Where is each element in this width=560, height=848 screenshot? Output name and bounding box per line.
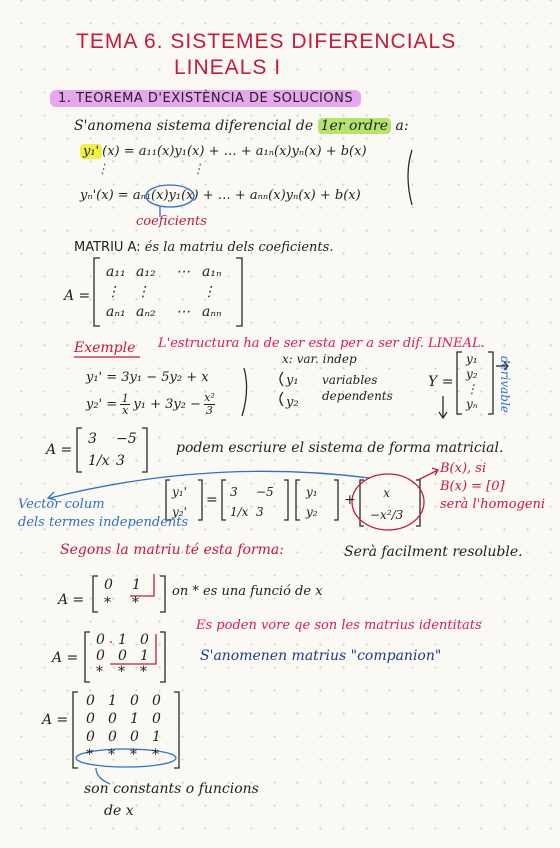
intro-pre: S'anomena sistema diferencial de xyxy=(74,118,314,134)
companion3-matrix: 0 1 0 0 0 0 1 0 0 0 0 1 * * * * xyxy=(86,693,161,763)
coefficient-circled: aₙ₁(x) xyxy=(132,188,169,203)
companion2-note-identity: Es poden vore qe son les matrius identitats xyxy=(196,618,482,633)
b-notes: B(x), si B(x) = [0] serà l'homogeni xyxy=(440,461,546,512)
intro-line xyxy=(74,118,409,134)
x-var-note: x: var. indep xyxy=(282,352,357,366)
matrix-a-row: ⋮ ⋮ ⋮ xyxy=(106,284,216,300)
segons-result: Serà facilment resoluble. xyxy=(344,544,523,560)
segons-text: Segons la matriu té esta forma: xyxy=(60,542,284,558)
companion1-label: A = xyxy=(58,592,85,608)
fraction-x2-over-3: $\frac{\text{x²}}{3}$ xyxy=(204,391,215,417)
y-vector-label: Y = xyxy=(428,374,454,390)
companion3-label: A = xyxy=(42,712,69,728)
y1-prime-highlight: y₁' xyxy=(80,144,102,159)
example-note: L'estructura ha de ser esta per a ser dif. LINEAL. xyxy=(158,336,485,351)
equation-first-rest: (x) = a₁₁(x)y₁(x) + … + a₁ₙ(x)yₙ(x) + b(x) xyxy=(102,144,367,159)
coef-matrix: 3 −5 1/x 3 xyxy=(230,485,274,519)
matrix-a-row: aₙ₁ aₙ₂ ⋯ aₙₙ xyxy=(106,304,222,320)
equation-nth-lhs: yₙ'(x) = xyxy=(80,188,129,203)
equation-first xyxy=(80,144,367,159)
derivable-note: derivable xyxy=(498,356,512,413)
plus-sign: + xyxy=(344,492,356,508)
dependent-variables-note: variables dependents xyxy=(322,373,393,403)
equation-nth-rest: y₁(x) + … + aₙₙ(x)yₙ(x) + b(x) xyxy=(168,188,361,203)
companion3-note: son constants o funcions de x xyxy=(84,781,259,819)
matrix-a-label: MATRIU A: xyxy=(74,240,141,255)
section-heading: 1. TEOREMA D'EXISTÈNCIA DE SOLUCIONS xyxy=(50,90,361,107)
companion2-matrix: 0 1 0 0 0 1 * * * xyxy=(96,632,149,680)
matrix-a-row: a₁₁ a₁₂ ⋯ a₁ₙ xyxy=(106,264,222,280)
vector-column-note: Vector colum dels termes independents xyxy=(18,497,189,530)
b-vector: x −x²/3 xyxy=(370,486,404,522)
matrix-a-definition xyxy=(74,240,333,255)
example-eq2 xyxy=(86,392,215,417)
matrix-a xyxy=(106,262,222,322)
matrix-example-label: A = xyxy=(46,442,73,458)
vertical-dots: ⋮ ⋮ xyxy=(96,162,205,177)
fraction-1-over-x: $\frac{1}{x}$ xyxy=(121,392,129,417)
companion1-note: on * es una funció de x xyxy=(172,584,323,599)
companion2-note-name: S'anomenen matrius "companion" xyxy=(200,648,442,664)
eq2-mid: y₁ + 3y₂ − xyxy=(133,397,201,412)
page-title: TEMA 6. SISTEMES DIFERENCIALS xyxy=(76,30,457,53)
equation-nth xyxy=(80,188,361,203)
y-vector-2: y₁ y₂ xyxy=(306,485,318,519)
order-highlight: 1er ordre xyxy=(318,118,391,134)
example-eq1: y₁' = 3y₁ − 5y₂ + x xyxy=(86,370,209,385)
matrix-example: 3 −5 1/x 3 xyxy=(88,431,137,469)
matrix-form-note: podem escriure el sistema de forma matricial. xyxy=(176,440,504,456)
y-prime-vector: y₁' y₂' xyxy=(172,485,187,519)
y-vars: y₁ y₂ xyxy=(286,373,299,410)
example-label: Exemple xyxy=(74,340,136,356)
y-vector: y₁ y₂ ⋮ yₙ xyxy=(466,352,478,411)
companion1-matrix: 0 1 * * xyxy=(104,577,141,611)
page-title-line2: LINEALS I xyxy=(174,56,282,79)
matrix-a-eq-label: A = xyxy=(64,288,91,304)
equals-sign: = xyxy=(206,492,218,508)
companion2-label: A = xyxy=(52,650,79,666)
coefficients-label: coeficients xyxy=(136,214,207,229)
matrix-a-text: és la matriu dels coeficients. xyxy=(144,240,334,255)
intro-post: a: xyxy=(395,118,409,134)
eq2-pre: y₂' = xyxy=(86,397,118,412)
